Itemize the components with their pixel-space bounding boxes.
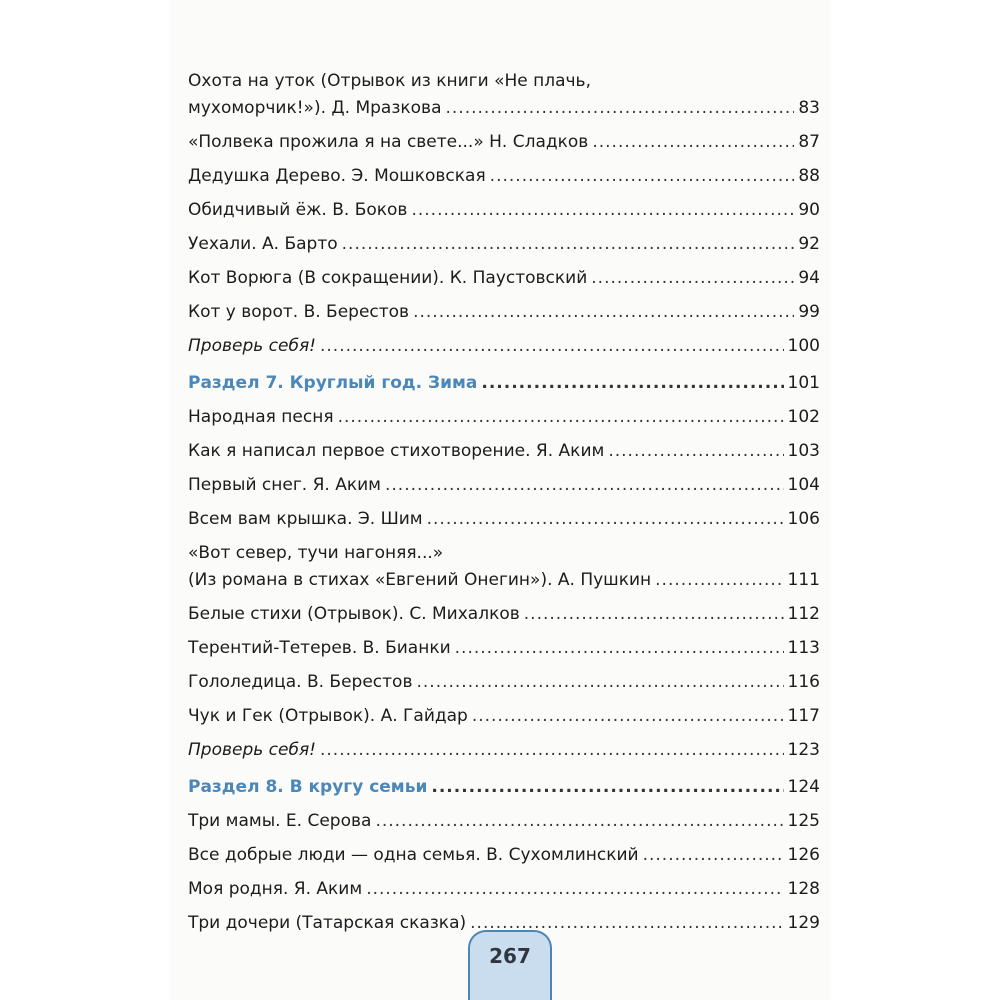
toc-entry xyxy=(188,129,820,156)
dot-leader xyxy=(643,842,784,869)
toc-entry xyxy=(188,231,820,258)
dot-leader xyxy=(655,567,783,594)
dot-leader xyxy=(481,370,783,397)
toc-entry xyxy=(188,506,820,533)
toc-entry-title: Дедушка Дерево. Э. Мошковская xyxy=(188,166,486,186)
toc-entry xyxy=(188,635,820,662)
section-title: Раздел 8. В кругу семьи xyxy=(188,777,428,797)
toc-entry-title-line1: «Вот север, тучи нагоняя...» xyxy=(188,543,444,563)
toc-entry-title: Всем вам крышка. Э. Шим xyxy=(188,509,423,529)
toc-entry xyxy=(188,601,820,628)
dot-leader xyxy=(427,506,784,533)
toc-entry-title: Три дочери (Татарская сказка) xyxy=(188,913,467,933)
toc-entry-page: 104 xyxy=(787,475,820,495)
toc-entry xyxy=(188,197,820,224)
toc-entry-page: 128 xyxy=(787,879,820,899)
dot-leader xyxy=(490,163,795,190)
toc-entry-title: Обидчивый ёж. В. Боков xyxy=(188,200,408,220)
page-number-tab: 267 xyxy=(468,930,552,1000)
toc-entry-title: Чук и Гек (Отрывок). А. Гайдар xyxy=(188,706,468,726)
toc-entry-title: Белые стихи (Отрывок). С. Михалков xyxy=(188,604,520,624)
dot-leader xyxy=(592,129,794,156)
toc-entry xyxy=(188,404,820,431)
section-heading-7 xyxy=(188,370,820,397)
toc-entry xyxy=(188,540,820,594)
toc-entry-page: 126 xyxy=(787,845,820,865)
toc-entry-page: 106 xyxy=(787,509,820,529)
toc-entry-page: 87 xyxy=(798,132,820,152)
toc-entry-self-check xyxy=(188,737,820,764)
toc-entry-title: Три мамы. Е. Серова xyxy=(188,811,372,831)
toc-entry-title: Первый снег. Я. Аким xyxy=(188,475,381,495)
toc-entry xyxy=(188,669,820,696)
toc-entry-page: 102 xyxy=(787,407,820,427)
toc-entry xyxy=(188,876,820,903)
toc-entry-page: 123 xyxy=(787,740,820,760)
toc-entry xyxy=(188,265,820,292)
toc-entry-page: 129 xyxy=(787,913,820,933)
toc-entry-page: 99 xyxy=(798,302,820,322)
toc-entry-page: 124 xyxy=(787,777,820,797)
toc-entry xyxy=(188,842,820,869)
toc-entry-page: 113 xyxy=(787,638,820,658)
table-of-contents xyxy=(188,68,820,944)
dot-leader xyxy=(320,737,784,764)
dot-leader xyxy=(455,635,784,662)
toc-entry xyxy=(188,438,820,465)
toc-entry-page: 90 xyxy=(798,200,820,220)
toc-entry xyxy=(188,163,820,190)
toc-entry-title-line1: Охота на уток (Отрывок из книги «Не плачь, xyxy=(188,71,591,91)
dot-leader xyxy=(413,299,794,326)
dot-leader xyxy=(472,703,784,730)
toc-entry xyxy=(188,472,820,499)
toc-entry-page: 125 xyxy=(787,811,820,831)
dot-leader xyxy=(375,808,783,835)
dot-leader xyxy=(416,669,783,696)
dot-leader xyxy=(411,197,794,224)
toc-entry-title: Кот Ворюга (В сокращении). К. Паустовский xyxy=(188,268,588,288)
toc-entry-title: «Полвека прожила я на свете...» Н. Сладков xyxy=(188,132,589,152)
toc-entry xyxy=(188,703,820,730)
toc-entry-page: 103 xyxy=(787,441,820,461)
dot-leader xyxy=(608,438,783,465)
toc-entry-title: Все добрые люди — одна семья. В. Сухомлинский xyxy=(188,845,639,865)
toc-entry-title: мухоморчик!»). Д. Мразкова xyxy=(188,98,442,118)
dot-leader xyxy=(320,333,784,360)
dot-leader xyxy=(338,404,784,431)
dot-leader xyxy=(446,95,795,122)
dot-leader xyxy=(342,231,795,258)
toc-entry-title: Гололедица. В. Берестов xyxy=(188,672,413,692)
toc-entry-page: 117 xyxy=(787,706,820,726)
toc-entry-title: Кот у ворот. В. Берестов xyxy=(188,302,410,322)
dot-leader xyxy=(385,472,784,499)
toc-entry-title: Моя родня. Я. Аким xyxy=(188,879,363,899)
toc-entry-title: Терентий-Тетерев. В. Бианки xyxy=(188,638,451,658)
dot-leader xyxy=(366,876,783,903)
dot-leader xyxy=(591,265,794,292)
toc-entry-page: 116 xyxy=(787,672,820,692)
section-title: Раздел 7. Круглый год. Зима xyxy=(188,373,478,393)
dot-leader xyxy=(524,601,784,628)
toc-entry-page: 111 xyxy=(787,570,820,590)
toc-entry-title: Как я написал первое стихотворение. Я. Аким xyxy=(188,441,605,461)
toc-entry-page: 101 xyxy=(787,373,820,393)
toc-entry-page: 94 xyxy=(798,268,820,288)
dot-leader xyxy=(431,774,783,801)
toc-entry-title: Народная песня xyxy=(188,407,334,427)
toc-entry-page: 92 xyxy=(798,234,820,254)
toc-entry-page: 83 xyxy=(798,98,820,118)
section-heading-8 xyxy=(188,774,820,801)
toc-entry-title: Проверь себя! xyxy=(188,336,316,356)
toc-entry xyxy=(188,808,820,835)
toc-entry-title: (Из романа в стихах «Евгений Онегин»). А. Пушкин xyxy=(188,570,652,590)
toc-entry xyxy=(188,68,820,122)
toc-entry-page: 100 xyxy=(787,336,820,356)
toc-entry xyxy=(188,299,820,326)
toc-entry-title: Проверь себя! xyxy=(188,740,316,760)
toc-entry-page: 88 xyxy=(798,166,820,186)
toc-entry-page: 112 xyxy=(787,604,820,624)
toc-entry-self-check xyxy=(188,333,820,360)
toc-entry-title: Уехали. А. Барто xyxy=(188,234,338,254)
